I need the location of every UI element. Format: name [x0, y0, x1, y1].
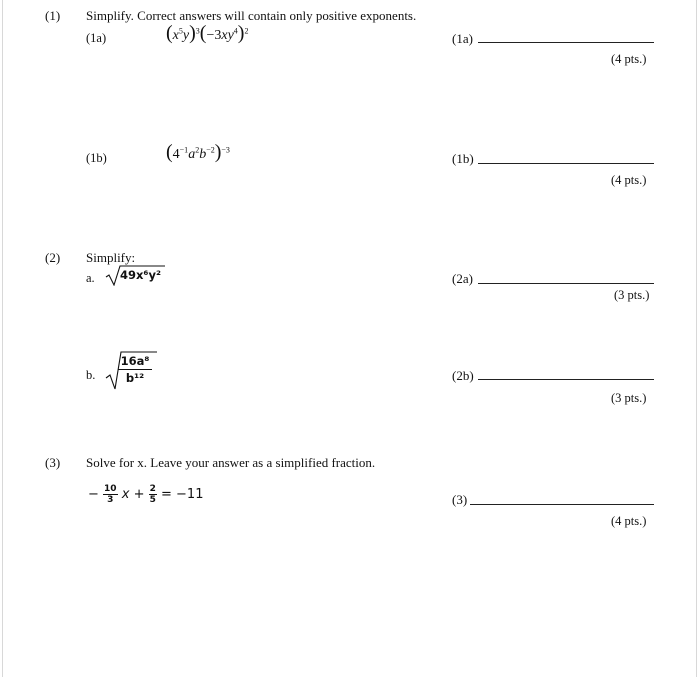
question-2b-numerator: 16a⁸	[118, 354, 152, 370]
answer-2b-line[interactable]	[478, 379, 654, 380]
question-1b-label: (1b)	[86, 151, 107, 165]
answer-1a-label: (1a)	[452, 31, 473, 46]
question-1-number: (1)	[45, 8, 61, 23]
question-1a-expression: $(x^5y)^3(-3xy^4)^2$	[166, 22, 249, 44]
question-3-instruction: Solve for x. Leave your answer as a simplified fraction.	[86, 455, 376, 470]
question-1b-points: (4 pts.)	[611, 173, 647, 187]
page-left-border	[2, 0, 3, 677]
answer-3-line[interactable]	[470, 504, 654, 505]
answer-1b-line[interactable]	[478, 163, 654, 164]
answer-2b-label: (2b)	[452, 368, 474, 383]
equation-frac2-numerator: 2	[149, 484, 156, 494]
question-2b-points: (3 pts.)	[611, 391, 647, 405]
question-1b-expression: $(4^{-1}a^2b^{-2})^{-3}$	[166, 141, 230, 163]
equation-rhs: = −11	[161, 487, 204, 502]
question-1a-points: (4 pts.)	[611, 52, 647, 66]
answer-3-label: (3)	[452, 492, 468, 507]
question-2a-points: (3 pts.)	[614, 288, 650, 302]
question-2b-label: b.	[86, 368, 96, 382]
question-3-equation: − $\frac{10}{3}$ x + $\frac{2}{5}$ = −11	[88, 484, 204, 505]
equation-frac1-numerator: 10	[104, 484, 117, 494]
question-2-instruction: Simplify:	[86, 250, 136, 265]
equation-frac1-denominator: 3	[107, 495, 114, 505]
question-2a-radicand: 49x⁶y²	[120, 268, 161, 282]
answer-1a-line[interactable]	[478, 42, 654, 43]
question-2a-label: a.	[86, 271, 95, 285]
equation-frac2-denominator: 5	[149, 495, 156, 505]
question-3-number: (3)	[45, 455, 61, 470]
question-1-instruction: Simplify. Correct answers will contain only positive exponents.	[86, 8, 417, 23]
page-right-border	[696, 0, 697, 677]
question-2b-denominator: b¹²	[125, 371, 145, 385]
question-2-number: (2)	[45, 250, 61, 265]
question-2b-fraction	[118, 354, 152, 385]
answer-2a-label: (2a)	[452, 271, 473, 286]
question-3-points: (4 pts.)	[611, 514, 647, 528]
answer-1b-label: (1b)	[452, 151, 474, 166]
answer-2a-line[interactable]	[478, 283, 654, 284]
question-1a-label: (1a)	[86, 31, 107, 45]
